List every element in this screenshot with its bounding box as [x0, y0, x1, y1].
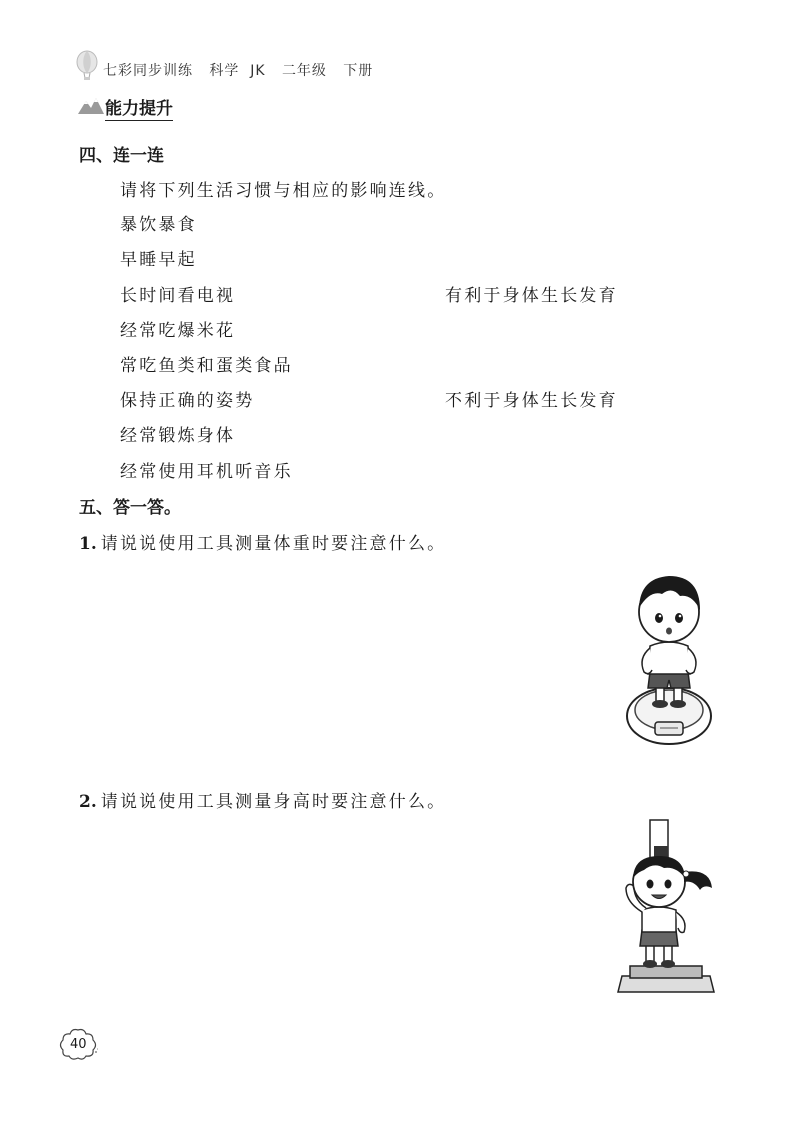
edition: JK: [250, 63, 266, 79]
question-1: [79, 529, 446, 554]
habit-item[interactable]: 常吃鱼类和蛋类食品: [120, 356, 293, 376]
book-title: 七彩同步训练: [103, 63, 193, 79]
habit-item[interactable]: 经常使用耳机听音乐: [120, 462, 293, 482]
page-number: 40: [70, 1037, 87, 1052]
habit-item[interactable]: 早睡早起: [120, 250, 197, 270]
habit-item[interactable]: 保持正确的姿势: [120, 391, 255, 411]
boy-on-scale-illustration: [622, 564, 716, 748]
effect-item-beneficial[interactable]: 有利于身体生长发育: [445, 286, 618, 306]
volume: 下册: [343, 63, 374, 79]
girl-measuring-height-illustration: [614, 816, 724, 998]
section5-title: 五、答一答。: [79, 498, 181, 518]
grade: 二年级: [281, 63, 327, 79]
question-text: 请说说使用工具测量体重时要注意什么。: [100, 534, 447, 554]
balloon-icon: [74, 50, 100, 80]
question-2: [79, 787, 446, 812]
page-number-badge: [58, 1026, 98, 1062]
question-number: 1.: [79, 534, 97, 554]
ability-title: 能力提升: [105, 94, 173, 121]
habit-item[interactable]: 长时间看电视: [120, 286, 236, 306]
question-text: 请说说使用工具测量身高时要注意什么。: [100, 792, 447, 812]
section4-title: 四、连一连: [79, 146, 164, 166]
effect-item-harmful[interactable]: 不利于身体生长发育: [445, 391, 618, 411]
section4-instruction: 请将下列生活习惯与相应的影响连线。: [120, 181, 447, 201]
mountain-icon: [78, 96, 104, 114]
habit-item[interactable]: 经常锻炼身体: [120, 426, 236, 446]
habit-item[interactable]: 经常吃爆米花: [120, 321, 236, 341]
habit-item[interactable]: 暴饮暴食: [120, 215, 197, 235]
header-text: [103, 60, 373, 80]
subject: 科学: [209, 63, 240, 79]
question-number: 2.: [79, 792, 97, 812]
